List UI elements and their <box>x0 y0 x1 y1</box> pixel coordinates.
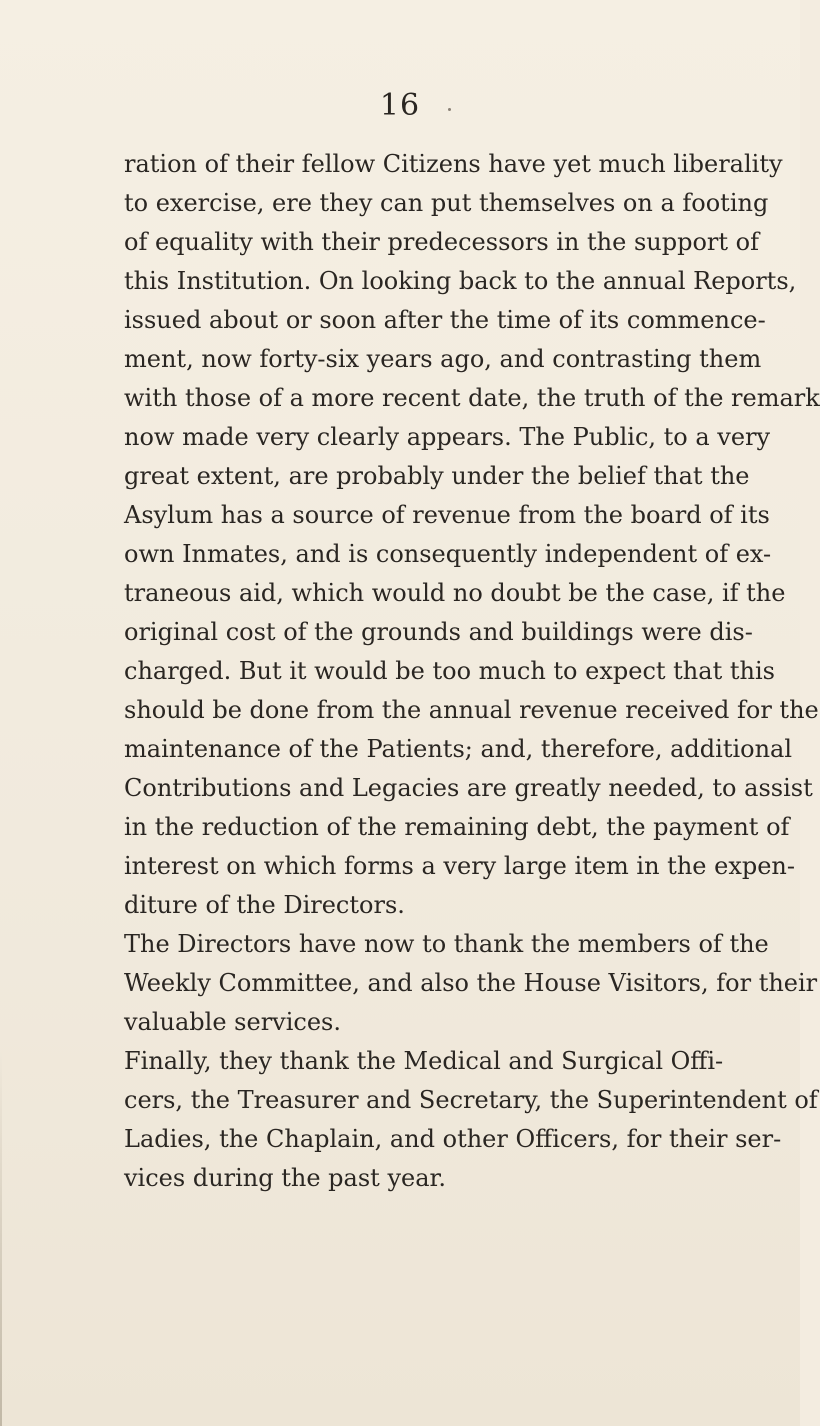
text-line: own Inmates, and is consequently independent of ex- <box>124 540 772 568</box>
text-line: valuable services. <box>124 1008 341 1036</box>
text-line: great extent, are probably under the belief that the <box>124 462 750 490</box>
text-line: Asylum has a source of revenue from the board of its <box>124 501 770 529</box>
text-line: interest on which forms a very large item in the expen- <box>124 852 795 880</box>
text-line: original cost of the grounds and buildings were dis- <box>124 618 753 646</box>
text-line: cers, the Treasurer and Secretary, the Superintendent of <box>124 1086 818 1114</box>
text-line: now made very clearly appears. The Public, to a very <box>124 423 771 451</box>
text-line: vices during the past year. <box>124 1164 446 1192</box>
text-line: this Institution. On looking back to the annual Reports, <box>124 267 797 295</box>
body-text <box>124 145 820 1198</box>
text-line: issued about or soon after the time of its commence- <box>124 306 766 334</box>
text-line: traneous aid, which would no doubt be the case, if the <box>124 579 786 607</box>
text-line: ration of their fellow Citizens have yet much liberality <box>124 150 783 178</box>
text-line: ment, now forty-six years ago, and contrasting them <box>124 345 762 373</box>
text-line: Contributions and Legacies are greatly needed, to assist <box>124 774 813 802</box>
page-number: 16 <box>379 88 421 123</box>
text-line: with those of a more recent date, the truth of the remark <box>124 384 820 412</box>
text-line: charged. But it would be too much to expect that this <box>124 657 775 685</box>
page-edge-shadow <box>0 1050 2 1426</box>
text-line: of equality with their predecessors in the support of <box>124 228 759 256</box>
text-line: should be done from the annual revenue received for the <box>124 696 819 724</box>
text-line: The Directors have now to thank the members of the <box>124 930 769 958</box>
text-line: Finally, they thank the Medical and Surgical Offi- <box>124 1047 724 1075</box>
text-line: Weekly Committee, and also the House Visitors, for their <box>124 969 818 997</box>
text-line: diture of the Directors. <box>124 891 405 919</box>
text-line: Ladies, the Chaplain, and other Officers, for their ser- <box>124 1125 782 1153</box>
text-line: maintenance of the Patients; and, therefore, additional <box>124 735 793 763</box>
text-line: to exercise, ere they can put themselves on a footing <box>124 189 769 217</box>
text-line: in the reduction of the remaining debt, the payment of <box>124 813 790 841</box>
